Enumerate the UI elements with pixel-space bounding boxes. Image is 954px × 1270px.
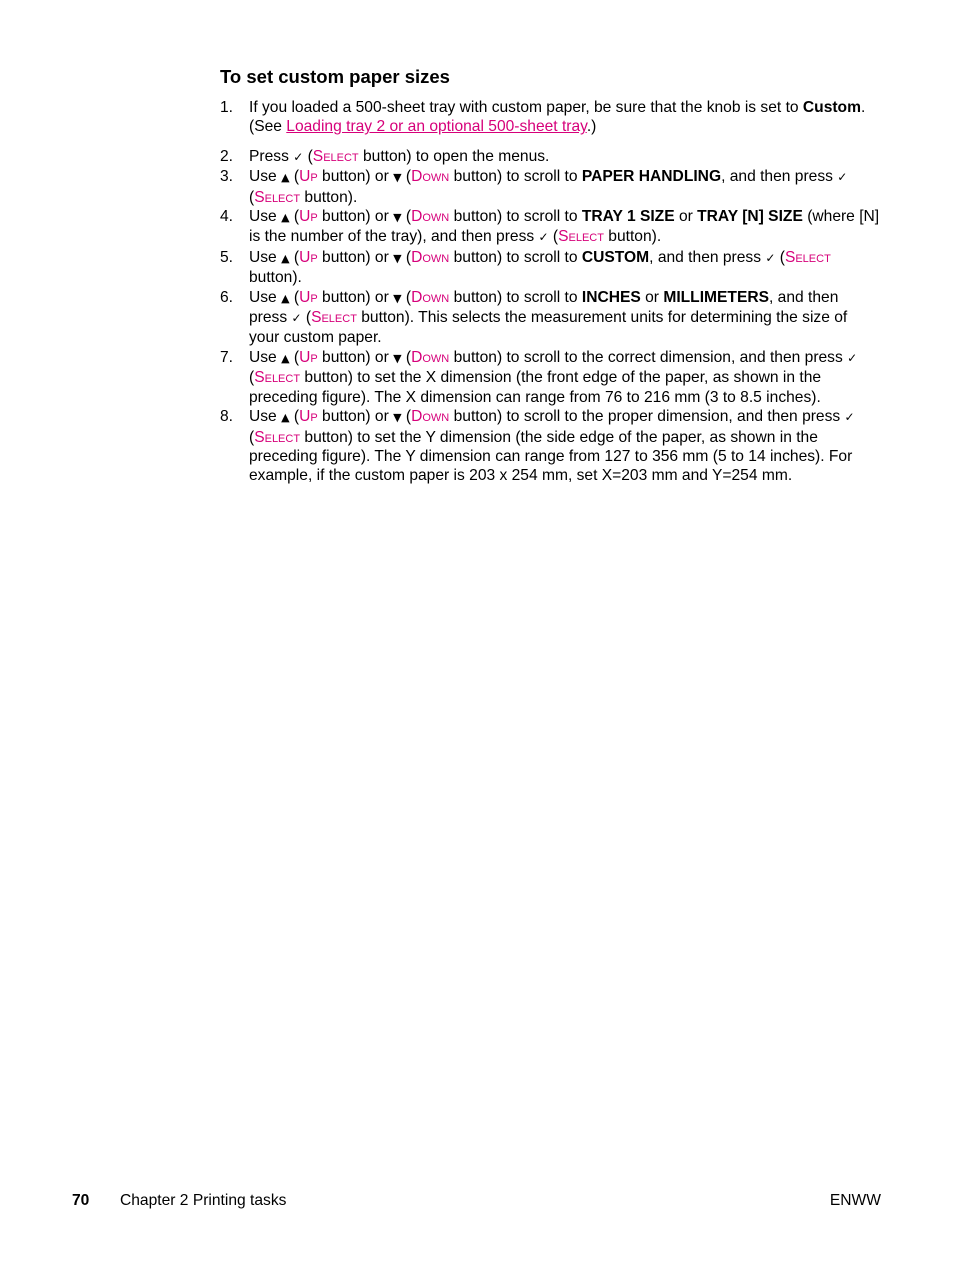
step-text: button) or: [317, 248, 394, 266]
step-text: or: [674, 208, 698, 226]
checkmark-icon: ✓: [538, 230, 549, 245]
select-button-label: Select: [784, 248, 831, 266]
section-heading: To set custom paper sizes: [220, 66, 450, 87]
down-arrow-icon: ▼: [393, 351, 402, 365]
step-text: button) or: [317, 408, 394, 426]
step-text: (: [775, 248, 785, 266]
step-text: (: [289, 408, 300, 426]
step-text: button) or: [317, 168, 394, 186]
step-text: (: [548, 228, 559, 246]
page-number: 70: [72, 1192, 90, 1209]
step-text: (: [289, 248, 300, 266]
down-arrow-icon: ▼: [393, 411, 402, 425]
step-text: If you loaded a 500-sheet tray with custom paper, be sure that the knob is set to: [249, 99, 803, 116]
step-text: , and then press: [649, 248, 766, 266]
down-arrow-icon: ▼: [393, 291, 402, 305]
up-button-label: Up: [299, 208, 318, 226]
select-button-label: Select: [254, 369, 301, 387]
checkmark-icon: ✓: [837, 170, 848, 185]
step-text: button). This selects the measurement units for determining the size of your custom paper.: [249, 309, 848, 347]
down-arrow-icon: ▼: [393, 171, 402, 185]
checkmark-icon: ✓: [765, 250, 776, 265]
up-button-label: Up: [299, 248, 318, 266]
select-button-label: Select: [254, 188, 301, 206]
select-button-label: Select: [311, 309, 357, 327]
step-text: (: [249, 188, 255, 206]
step-2: [220, 147, 880, 167]
select-button-label: Select: [312, 147, 359, 165]
chapter-title: Chapter 2 Printing tasks: [120, 1192, 287, 1209]
step-text: (: [289, 288, 300, 306]
step-text: (: [289, 348, 300, 366]
step-text: (: [401, 248, 412, 266]
checkmark-icon: ✓: [844, 410, 855, 425]
step-text: button) to set the Y dimension (the side edge of the paper, as shown in the preceding figure). The Y dimension can range from 127 to 356 mm (5 to 14 inches). For example, if the custom paper is 203 x 254 mm, set X=203 mm and Y=254 mm.: [249, 428, 853, 485]
step-text: , and then press: [249, 288, 839, 327]
menu-item-name: INCHES: [581, 288, 641, 306]
menu-item-name: CUSTOM: [581, 248, 650, 266]
up-arrow-icon: ▲: [281, 411, 290, 425]
step-text: (: [249, 369, 255, 387]
step-text: Use: [249, 288, 282, 306]
footer-locale-code: ENWW: [829, 1192, 881, 1209]
step-number: 4.: [220, 208, 234, 226]
step-text: button) or: [317, 208, 394, 226]
down-button-label: Down: [411, 168, 450, 186]
step-text: . (See: [249, 99, 866, 136]
step-text: Use: [249, 348, 282, 366]
step-4: [220, 207, 880, 248]
step-text: (: [301, 309, 312, 327]
step-text: button) to scroll to: [449, 288, 582, 306]
up-button-label: Up: [299, 168, 318, 186]
down-button-label: Down: [411, 208, 450, 226]
step-number: 5.: [220, 248, 234, 266]
checkmark-icon: ✓: [291, 311, 302, 326]
step-text: Use: [249, 208, 282, 226]
up-button-label: Up: [299, 288, 318, 306]
step-number: 3.: [220, 168, 234, 186]
step-text: (: [401, 348, 412, 366]
step-text: Use: [249, 408, 282, 426]
step-text: (where [N] is the number of the tray), and then press: [249, 208, 880, 246]
step-number: 1.: [220, 99, 234, 116]
step-text: (: [289, 208, 300, 226]
step-3: [220, 167, 880, 207]
step-number: 6.: [220, 288, 234, 306]
step-text: (: [303, 147, 313, 165]
step-text: (: [401, 288, 412, 306]
step-text: or: [640, 288, 664, 306]
step-text: (: [401, 208, 412, 226]
step-8: [220, 407, 880, 486]
step-text: button) to scroll to the correct dimension, and then press: [449, 348, 848, 366]
menu-name: PAPER HANDLING: [581, 168, 722, 186]
select-button-label: Select: [254, 428, 301, 446]
step-text: (: [289, 168, 300, 186]
step-text: button) or: [317, 348, 394, 366]
step-text: , and then press: [721, 168, 838, 186]
step-text: (: [401, 168, 412, 186]
step-text: .): [586, 118, 597, 136]
select-button-label: Select: [558, 228, 604, 246]
up-arrow-icon: ▲: [281, 351, 290, 365]
menu-item-name: TRAY 1 SIZE: [581, 208, 675, 226]
steps-list: [220, 98, 880, 486]
down-button-label: Down: [411, 408, 450, 426]
step-1: [220, 98, 880, 137]
up-arrow-icon: ▲: [281, 211, 290, 225]
step-text: button) or: [317, 288, 394, 306]
up-button-label: Up: [299, 408, 318, 426]
down-button-label: Down: [411, 348, 450, 366]
step-text: Use: [249, 248, 282, 266]
checkmark-icon: ✓: [293, 149, 304, 164]
down-button-label: Down: [411, 248, 450, 266]
step-text: button) to set the X dimension (the front edge of the paper, as shown in the preceding figure). The X dimension can range from 76 to 216 mm (3 to 8.5 inches).: [249, 369, 822, 406]
step-text: Press: [249, 147, 294, 165]
step-text: button).: [300, 188, 358, 206]
step-text: (: [401, 408, 412, 426]
up-button-label: Up: [299, 348, 318, 366]
menu-item-name: MILLIMETERS: [663, 288, 770, 306]
step-text: button) to open the menus.: [358, 147, 550, 165]
up-arrow-icon: ▲: [281, 251, 290, 265]
step-text: button) to scroll to: [449, 248, 582, 266]
down-arrow-icon: ▼: [393, 251, 402, 265]
up-arrow-icon: ▲: [281, 171, 290, 185]
step-text: button) to scroll to: [449, 168, 582, 186]
down-arrow-icon: ▼: [393, 211, 402, 225]
step-number: 8.: [220, 408, 234, 426]
step-7: [220, 348, 880, 407]
loading-tray-link[interactable]: Loading tray 2 or an optional 500-sheet tray: [286, 118, 587, 136]
menu-item-name: TRAY [N] SIZE: [697, 208, 803, 226]
step-text: button) to scroll to the proper dimension, and then press: [449, 408, 845, 426]
step-number: 7.: [220, 348, 234, 366]
step-text: (: [249, 428, 255, 446]
step-5: [220, 248, 880, 288]
checkmark-icon: ✓: [847, 350, 858, 365]
step-text: button).: [603, 228, 662, 246]
custom-bold: Custom: [802, 99, 861, 116]
step-number: 2.: [220, 147, 234, 165]
step-text: button) to scroll to: [449, 208, 582, 226]
step-6: [220, 288, 880, 348]
down-button-label: Down: [411, 288, 450, 306]
step-text: Use: [249, 168, 282, 186]
step-text: button).: [249, 269, 302, 287]
up-arrow-icon: ▲: [281, 291, 290, 305]
